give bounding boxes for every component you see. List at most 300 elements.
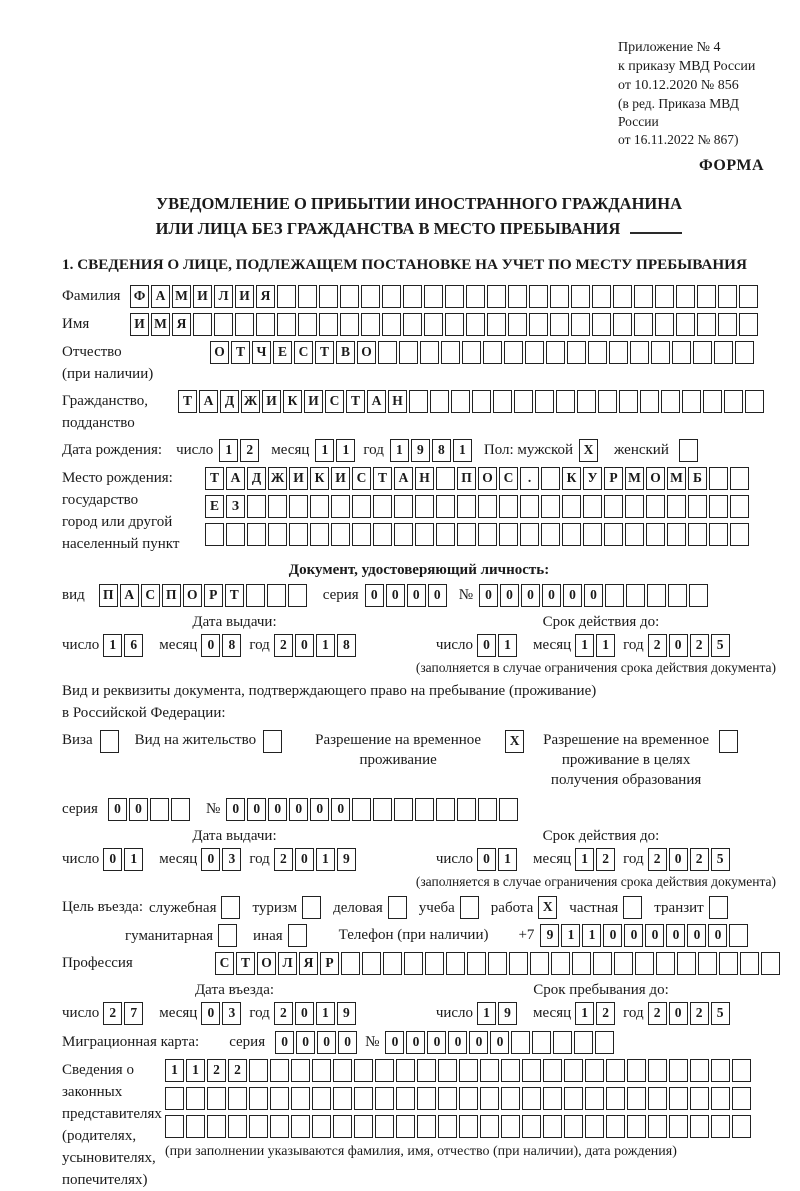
- birth-place-cells-row2[interactable]: [205, 495, 751, 518]
- cell[interactable]: 0: [103, 848, 122, 871]
- cell[interactable]: 0: [310, 798, 329, 821]
- cell[interactable]: [529, 313, 548, 336]
- cell[interactable]: И: [193, 285, 212, 308]
- cell[interactable]: [247, 523, 266, 546]
- cell[interactable]: [724, 390, 743, 413]
- cell[interactable]: А: [367, 390, 386, 413]
- cell[interactable]: [268, 523, 287, 546]
- cell[interactable]: [626, 584, 645, 607]
- permit-option-education-checkbox[interactable]: [719, 730, 740, 753]
- cell[interactable]: 2: [690, 848, 709, 871]
- cell[interactable]: [550, 313, 569, 336]
- doc-kind-cells[interactable]: [99, 584, 309, 607]
- cell[interactable]: [669, 1087, 688, 1110]
- cell[interactable]: [703, 390, 722, 413]
- cell[interactable]: [361, 285, 380, 308]
- cell[interactable]: [730, 467, 749, 490]
- cell[interactable]: [291, 1115, 310, 1138]
- cell[interactable]: 0: [386, 584, 405, 607]
- migration-series-cells[interactable]: [275, 1031, 359, 1054]
- cell[interactable]: 1: [575, 1002, 594, 1025]
- cell[interactable]: [256, 313, 275, 336]
- cell[interactable]: Т: [346, 390, 365, 413]
- cell[interactable]: К: [283, 390, 302, 413]
- cell[interactable]: [268, 495, 287, 518]
- cell[interactable]: О: [210, 341, 229, 364]
- cell[interactable]: [648, 1059, 667, 1082]
- cell[interactable]: [668, 584, 687, 607]
- cell[interactable]: 0: [289, 798, 308, 821]
- birth-place-cells-row3[interactable]: [205, 523, 751, 546]
- cell[interactable]: [382, 285, 401, 308]
- cell[interactable]: 1: [219, 439, 238, 462]
- cell[interactable]: 0: [669, 848, 688, 871]
- cell[interactable]: [415, 798, 434, 821]
- cell[interactable]: [457, 523, 476, 546]
- cell[interactable]: 7: [124, 1002, 143, 1025]
- cell[interactable]: [709, 495, 728, 518]
- cell[interactable]: [693, 341, 712, 364]
- cell[interactable]: М: [172, 285, 191, 308]
- cell[interactable]: [501, 1115, 520, 1138]
- permit-series-cells[interactable]: [108, 798, 192, 821]
- cell[interactable]: [373, 523, 392, 546]
- cell[interactable]: [214, 313, 233, 336]
- cell[interactable]: И: [331, 467, 350, 490]
- cell[interactable]: [441, 341, 460, 364]
- cell[interactable]: [319, 285, 338, 308]
- cell[interactable]: [647, 584, 666, 607]
- cell[interactable]: Ж: [268, 467, 287, 490]
- cell[interactable]: 1: [316, 848, 335, 871]
- cell[interactable]: Т: [315, 341, 334, 364]
- cell[interactable]: [522, 1087, 541, 1110]
- cell[interactable]: [543, 1087, 562, 1110]
- cell[interactable]: [493, 390, 512, 413]
- cell[interactable]: 0: [477, 634, 496, 657]
- cell[interactable]: [425, 952, 444, 975]
- cell[interactable]: [270, 1087, 289, 1110]
- cell[interactable]: [388, 896, 407, 919]
- cell[interactable]: [698, 952, 717, 975]
- cell[interactable]: 0: [687, 924, 706, 947]
- cell[interactable]: [504, 341, 523, 364]
- cell[interactable]: Ф: [130, 285, 149, 308]
- cell[interactable]: X: [505, 730, 524, 753]
- cell[interactable]: О: [257, 952, 276, 975]
- cell[interactable]: [460, 896, 479, 919]
- cell[interactable]: [420, 341, 439, 364]
- cell[interactable]: 2: [274, 1002, 293, 1025]
- cell[interactable]: [709, 896, 728, 919]
- cell[interactable]: [436, 495, 455, 518]
- cell[interactable]: [532, 1031, 551, 1054]
- cell[interactable]: [546, 341, 565, 364]
- cell[interactable]: [739, 285, 758, 308]
- cell[interactable]: 0: [407, 584, 426, 607]
- cell[interactable]: Т: [236, 952, 255, 975]
- cell[interactable]: [735, 341, 754, 364]
- cell[interactable]: [424, 313, 443, 336]
- cell[interactable]: [340, 313, 359, 336]
- cell[interactable]: [583, 523, 602, 546]
- cell[interactable]: [625, 523, 644, 546]
- cell[interactable]: [522, 1115, 541, 1138]
- cell[interactable]: 0: [490, 1031, 509, 1054]
- cell[interactable]: 0: [247, 798, 266, 821]
- cell[interactable]: [651, 341, 670, 364]
- cell[interactable]: [221, 896, 240, 919]
- cell[interactable]: [310, 523, 329, 546]
- cell[interactable]: 0: [385, 1031, 404, 1054]
- cell[interactable]: Я: [299, 952, 318, 975]
- cell[interactable]: .: [520, 467, 539, 490]
- cell[interactable]: [459, 1087, 478, 1110]
- cell[interactable]: И: [262, 390, 281, 413]
- cell[interactable]: [522, 1059, 541, 1082]
- cell[interactable]: 2: [240, 439, 259, 462]
- cell[interactable]: И: [130, 313, 149, 336]
- cell[interactable]: [378, 341, 397, 364]
- cell[interactable]: [740, 952, 759, 975]
- cell[interactable]: [501, 1087, 520, 1110]
- cell[interactable]: С: [141, 584, 160, 607]
- cell[interactable]: [541, 467, 560, 490]
- purpose-option-other-checkbox[interactable]: [288, 924, 309, 947]
- cell[interactable]: [525, 341, 544, 364]
- cell[interactable]: [467, 952, 486, 975]
- cell[interactable]: К: [310, 467, 329, 490]
- cell[interactable]: [207, 1115, 226, 1138]
- permit-option-temp-checkbox[interactable]: [505, 730, 526, 753]
- valid-year-cells[interactable]: [648, 634, 732, 657]
- issue-year-cells[interactable]: [274, 634, 358, 657]
- cell[interactable]: 0: [108, 798, 127, 821]
- cell[interactable]: [459, 1115, 478, 1138]
- permit-valid-month-cells[interactable]: [575, 848, 617, 871]
- cell[interactable]: [669, 1059, 688, 1082]
- cell[interactable]: [655, 285, 674, 308]
- cell[interactable]: С: [294, 341, 313, 364]
- cell[interactable]: 0: [448, 1031, 467, 1054]
- cell[interactable]: 0: [500, 584, 519, 607]
- cell[interactable]: [623, 896, 642, 919]
- cell[interactable]: [289, 523, 308, 546]
- cell[interactable]: С: [215, 952, 234, 975]
- cell[interactable]: 0: [129, 798, 148, 821]
- cell[interactable]: [352, 523, 371, 546]
- cell[interactable]: [530, 952, 549, 975]
- cell[interactable]: [415, 495, 434, 518]
- cell[interactable]: [634, 313, 653, 336]
- cell[interactable]: [394, 495, 413, 518]
- cell[interactable]: [635, 952, 654, 975]
- cell[interactable]: 9: [498, 1002, 517, 1025]
- cell[interactable]: Р: [320, 952, 339, 975]
- cell[interactable]: [509, 952, 528, 975]
- cell[interactable]: 1: [390, 439, 409, 462]
- cell[interactable]: [457, 495, 476, 518]
- cell[interactable]: А: [394, 467, 413, 490]
- cell[interactable]: [466, 285, 485, 308]
- cell[interactable]: 0: [584, 584, 603, 607]
- cell[interactable]: 0: [331, 798, 350, 821]
- cell[interactable]: 0: [201, 848, 220, 871]
- cell[interactable]: А: [226, 467, 245, 490]
- cell[interactable]: У: [583, 467, 602, 490]
- cell[interactable]: 0: [338, 1031, 357, 1054]
- cell[interactable]: [228, 1115, 247, 1138]
- purpose-option-tourism-checkbox[interactable]: [302, 896, 323, 919]
- cell[interactable]: 1: [103, 634, 122, 657]
- cell[interactable]: [655, 313, 674, 336]
- cell[interactable]: [383, 952, 402, 975]
- cell[interactable]: О: [183, 584, 202, 607]
- cell[interactable]: [312, 1115, 331, 1138]
- cell[interactable]: [438, 1115, 457, 1138]
- purpose-option-humanitarian-checkbox[interactable]: [218, 924, 239, 947]
- cell[interactable]: 1: [575, 848, 594, 871]
- cell[interactable]: [508, 313, 527, 336]
- cell[interactable]: [150, 798, 169, 821]
- cell[interactable]: [667, 523, 686, 546]
- cell[interactable]: [543, 1059, 562, 1082]
- cell[interactable]: 2: [648, 634, 667, 657]
- cell[interactable]: [354, 1087, 373, 1110]
- cell[interactable]: [571, 285, 590, 308]
- cell[interactable]: [562, 523, 581, 546]
- cell[interactable]: [609, 341, 628, 364]
- cell[interactable]: [646, 495, 665, 518]
- cell[interactable]: [625, 495, 644, 518]
- cell[interactable]: [574, 1031, 593, 1054]
- cell[interactable]: В: [336, 341, 355, 364]
- cell[interactable]: Т: [231, 341, 250, 364]
- cell[interactable]: 0: [275, 1031, 294, 1054]
- cell[interactable]: [436, 467, 455, 490]
- cell[interactable]: 0: [708, 924, 727, 947]
- cell[interactable]: [382, 313, 401, 336]
- cell[interactable]: [277, 313, 296, 336]
- cell[interactable]: [226, 523, 245, 546]
- permit-issue-month-cells[interactable]: [201, 848, 243, 871]
- cell[interactable]: 1: [575, 634, 594, 657]
- migration-number-cells[interactable]: [385, 1031, 616, 1054]
- cell[interactable]: [218, 924, 237, 947]
- cell[interactable]: 2: [648, 1002, 667, 1025]
- cell[interactable]: [319, 313, 338, 336]
- cell[interactable]: [709, 467, 728, 490]
- cell[interactable]: [718, 285, 737, 308]
- permit-issue-year-cells[interactable]: [274, 848, 358, 871]
- cell[interactable]: 0: [268, 798, 287, 821]
- cell[interactable]: [648, 1115, 667, 1138]
- cell[interactable]: П: [457, 467, 476, 490]
- cell[interactable]: Т: [178, 390, 197, 413]
- cell[interactable]: И: [289, 467, 308, 490]
- cell[interactable]: [171, 798, 190, 821]
- cell[interactable]: [646, 523, 665, 546]
- cell[interactable]: [648, 1087, 667, 1110]
- cell[interactable]: 0: [317, 1031, 336, 1054]
- cell[interactable]: [354, 1059, 373, 1082]
- cell[interactable]: [417, 1059, 436, 1082]
- cell[interactable]: [690, 1087, 709, 1110]
- representatives-cells-row2[interactable]: [165, 1087, 753, 1110]
- cell[interactable]: Ж: [241, 390, 260, 413]
- cell[interactable]: [499, 495, 518, 518]
- cell[interactable]: [679, 439, 698, 462]
- cell[interactable]: [373, 798, 392, 821]
- cell[interactable]: 1: [596, 634, 615, 657]
- cell[interactable]: 0: [428, 584, 447, 607]
- cell[interactable]: [714, 341, 733, 364]
- cell[interactable]: [613, 285, 632, 308]
- patronymic-cells[interactable]: [210, 341, 756, 364]
- cell[interactable]: Р: [204, 584, 223, 607]
- cell[interactable]: [627, 1059, 646, 1082]
- cell[interactable]: 0: [201, 1002, 220, 1025]
- cell[interactable]: 8: [432, 439, 451, 462]
- cell[interactable]: [394, 798, 413, 821]
- cell[interactable]: 1: [582, 924, 601, 947]
- cell[interactable]: 1: [124, 848, 143, 871]
- cell[interactable]: [729, 924, 748, 947]
- cell[interactable]: 0: [645, 924, 664, 947]
- cell[interactable]: [672, 341, 691, 364]
- cell[interactable]: 9: [337, 1002, 356, 1025]
- cell[interactable]: [564, 1115, 583, 1138]
- cell[interactable]: 2: [648, 848, 667, 871]
- cell[interactable]: А: [120, 584, 139, 607]
- cell[interactable]: Л: [278, 952, 297, 975]
- cell[interactable]: [430, 390, 449, 413]
- cell[interactable]: [478, 798, 497, 821]
- cell[interactable]: [298, 285, 317, 308]
- cell[interactable]: [745, 390, 764, 413]
- cell[interactable]: [543, 1115, 562, 1138]
- cell[interactable]: [445, 285, 464, 308]
- cell[interactable]: [676, 313, 695, 336]
- cell[interactable]: [375, 1087, 394, 1110]
- cell[interactable]: Н: [415, 467, 434, 490]
- cell[interactable]: [499, 798, 518, 821]
- cell[interactable]: [605, 584, 624, 607]
- cell[interactable]: [246, 584, 265, 607]
- cell[interactable]: 1: [315, 439, 334, 462]
- cell[interactable]: [730, 523, 749, 546]
- cell[interactable]: С: [325, 390, 344, 413]
- cell[interactable]: [571, 313, 590, 336]
- cell[interactable]: 0: [479, 584, 498, 607]
- cell[interactable]: [697, 285, 716, 308]
- cell[interactable]: [535, 390, 554, 413]
- cell[interactable]: 0: [624, 924, 643, 947]
- cell[interactable]: [288, 924, 307, 947]
- cell[interactable]: [661, 390, 680, 413]
- cell[interactable]: [592, 313, 611, 336]
- cell[interactable]: [310, 495, 329, 518]
- cell[interactable]: Е: [205, 495, 224, 518]
- cell[interactable]: Л: [214, 285, 233, 308]
- cell[interactable]: [186, 1087, 205, 1110]
- cell[interactable]: С: [352, 467, 371, 490]
- cell[interactable]: О: [357, 341, 376, 364]
- entry-month-cells[interactable]: [201, 1002, 243, 1025]
- cell[interactable]: [424, 285, 443, 308]
- birth-month-cells[interactable]: [315, 439, 357, 462]
- stay-day-cells[interactable]: [477, 1002, 519, 1025]
- cell[interactable]: [341, 952, 360, 975]
- cell[interactable]: [514, 390, 533, 413]
- cell[interactable]: X: [579, 439, 598, 462]
- cell[interactable]: [483, 341, 502, 364]
- cell[interactable]: [459, 1059, 478, 1082]
- cell[interactable]: [298, 313, 317, 336]
- cell[interactable]: 2: [274, 634, 293, 657]
- cell[interactable]: [288, 584, 307, 607]
- permit-valid-day-cells[interactable]: [477, 848, 519, 871]
- cell[interactable]: [478, 495, 497, 518]
- cell[interactable]: Б: [688, 467, 707, 490]
- cell[interactable]: [501, 1059, 520, 1082]
- cell[interactable]: [730, 495, 749, 518]
- cell[interactable]: О: [478, 467, 497, 490]
- cell[interactable]: [627, 1087, 646, 1110]
- cell[interactable]: [312, 1087, 331, 1110]
- cell[interactable]: [302, 896, 321, 919]
- cell[interactable]: [373, 495, 392, 518]
- permit-number-cells[interactable]: [226, 798, 520, 821]
- cell[interactable]: [375, 1115, 394, 1138]
- cell[interactable]: [667, 495, 686, 518]
- representatives-cells-row3[interactable]: [165, 1115, 753, 1138]
- cell[interactable]: [564, 1059, 583, 1082]
- cell[interactable]: [711, 1087, 730, 1110]
- cell[interactable]: [404, 952, 423, 975]
- cell[interactable]: 0: [669, 1002, 688, 1025]
- cell[interactable]: [333, 1087, 352, 1110]
- cell[interactable]: [249, 1087, 268, 1110]
- cell[interactable]: Я: [172, 313, 191, 336]
- cell[interactable]: [606, 1087, 625, 1110]
- cell[interactable]: [354, 1115, 373, 1138]
- cell[interactable]: 9: [411, 439, 430, 462]
- cell[interactable]: [593, 952, 612, 975]
- cell[interactable]: [396, 1115, 415, 1138]
- cell[interactable]: Е: [273, 341, 292, 364]
- name-cells[interactable]: [130, 313, 760, 336]
- cell[interactable]: [186, 1115, 205, 1138]
- permit-option-visa-checkbox[interactable]: [100, 730, 121, 753]
- cell[interactable]: 1: [186, 1059, 205, 1082]
- issue-day-cells[interactable]: [103, 634, 145, 657]
- cell[interactable]: [352, 798, 371, 821]
- purpose-option-transit-checkbox[interactable]: [709, 896, 730, 919]
- cell[interactable]: 1: [165, 1059, 184, 1082]
- cell[interactable]: М: [667, 467, 686, 490]
- permit-option-residence-checkbox[interactable]: [263, 730, 284, 753]
- purpose-option-business-checkbox[interactable]: [388, 896, 409, 919]
- cell[interactable]: [466, 313, 485, 336]
- cell[interactable]: [688, 523, 707, 546]
- cell[interactable]: [718, 313, 737, 336]
- cell[interactable]: [451, 390, 470, 413]
- cell[interactable]: [394, 523, 413, 546]
- cell[interactable]: [508, 285, 527, 308]
- cell[interactable]: [396, 1087, 415, 1110]
- cell[interactable]: 0: [469, 1031, 488, 1054]
